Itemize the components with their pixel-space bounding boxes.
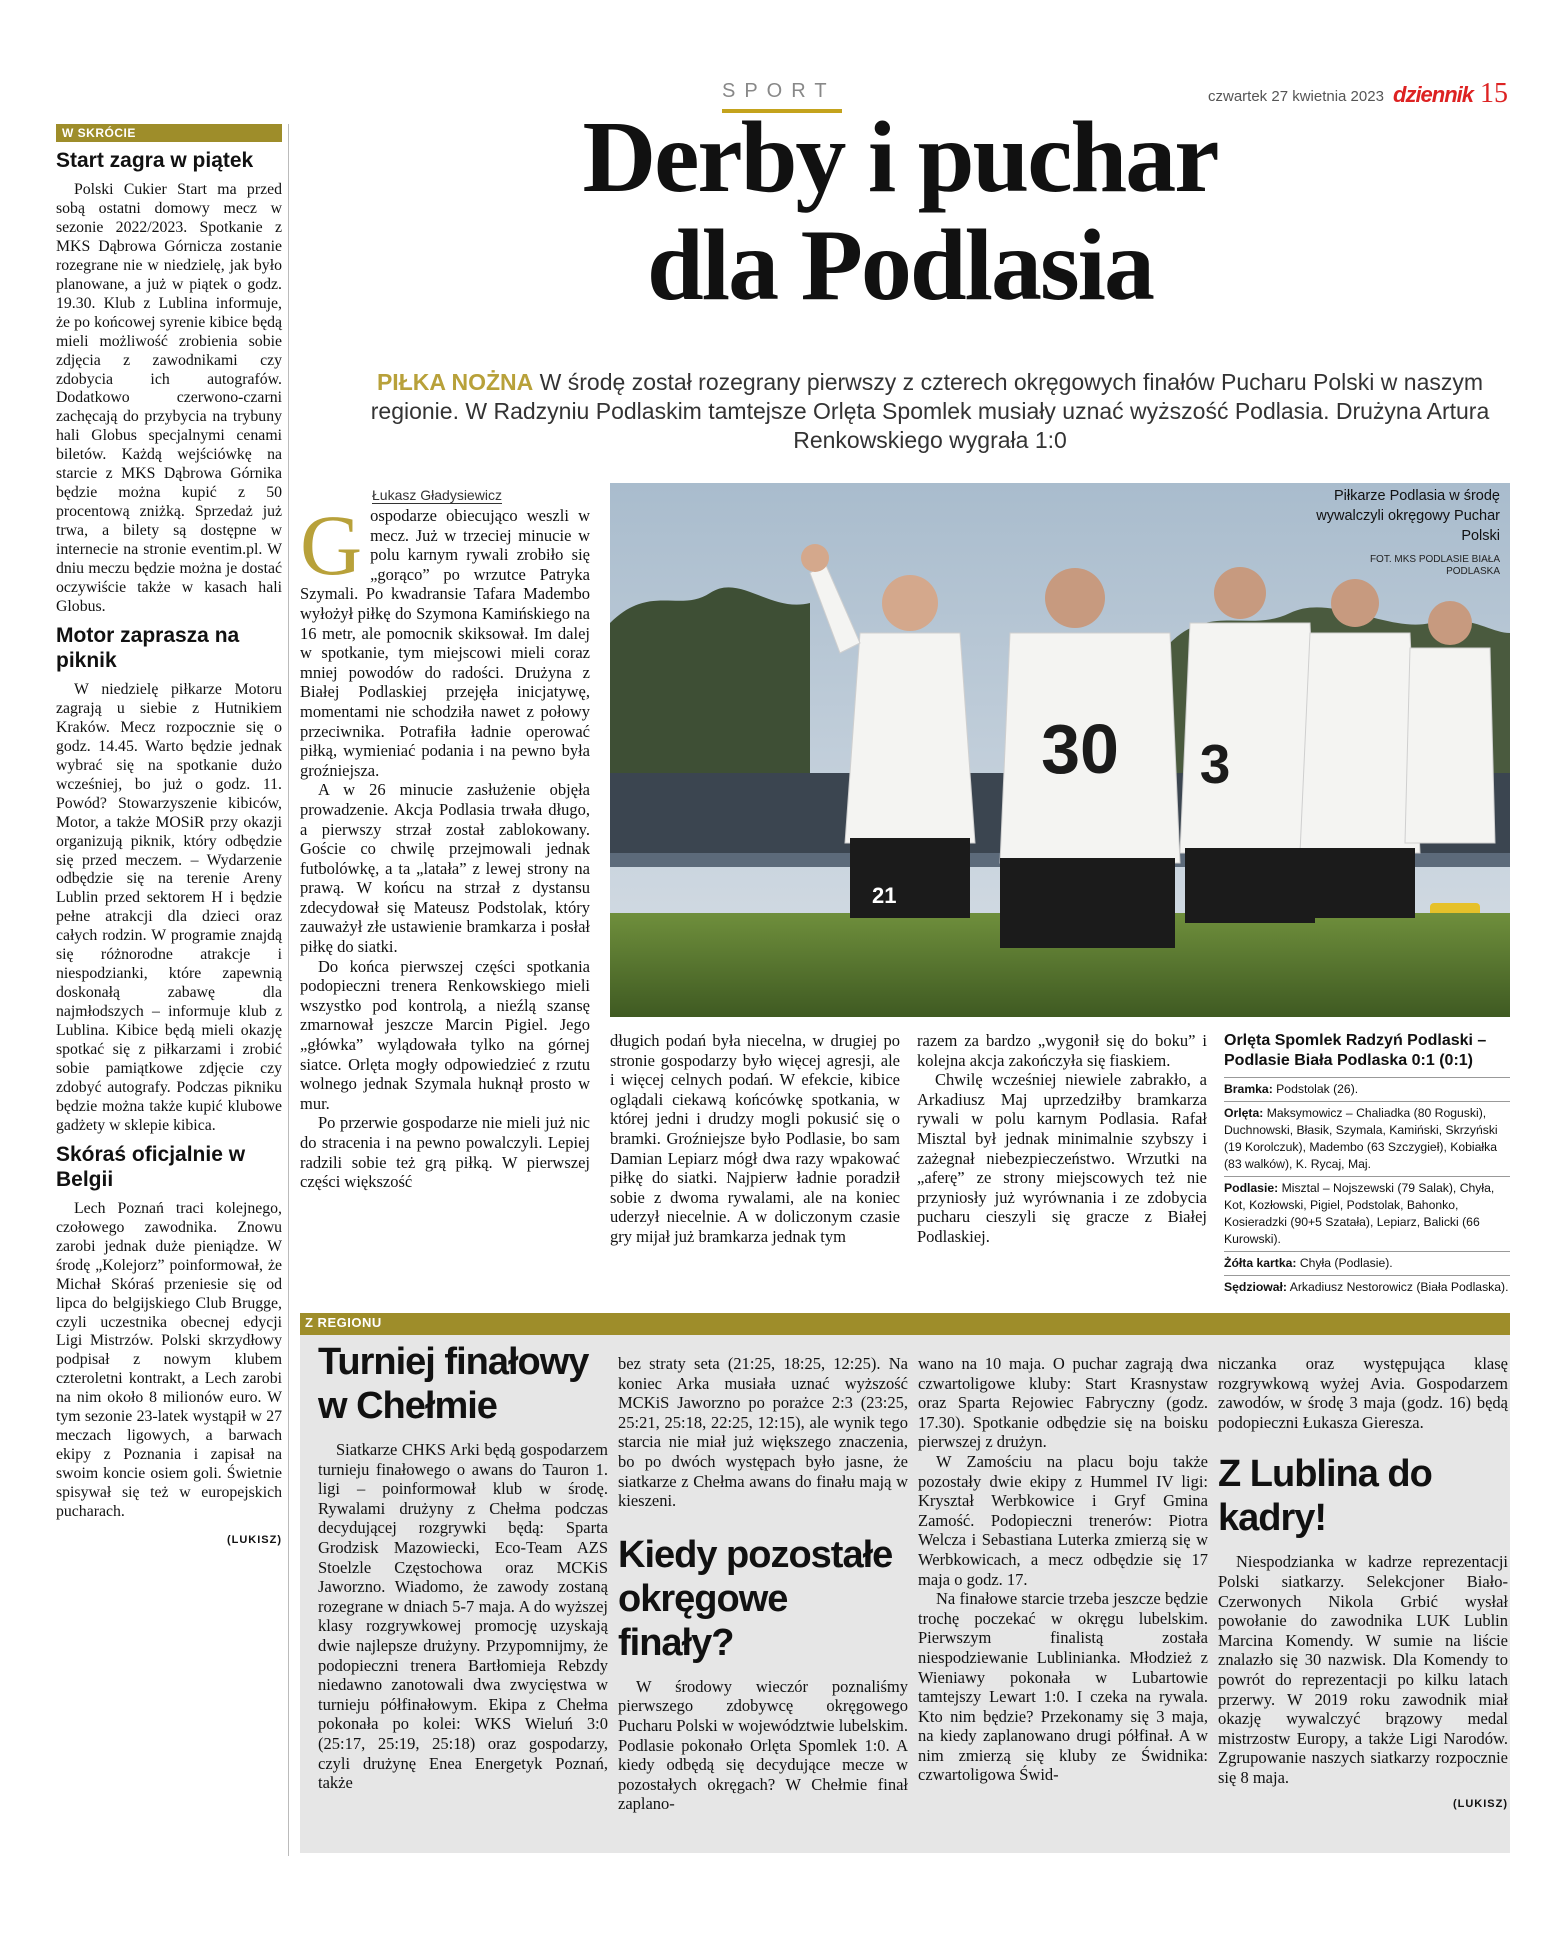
result-row: Żółta kartka: Chyła (Podlasie). [1224, 1251, 1510, 1275]
region-column-1: Turniej finałowy w Chełmie Siatkarze CHKS Arki będą gospodarzem turnieju finałowego o awans do Tauron 1. ligi – poinformował klub w środę. Rywalami drużyny z Chełma podczas decydującej rozgrywki będą: Sparta Grodzisk Mazowiecki, Eco-Team AZS Stoelzle Częstochowa oraz MCKiS Jaworzno. Wiadomo, że zawody zostaną rozegrane w dniach 5-7 maja. A do wyższej klasy rozgrywkowej promocję uzyskają dwie najlepsze drużyny. Przypomnijmy, że podopieczni trenera Bartłomieja Rebzdy niedawno zanotowali dwa zwycięstwa w turnieju półfinałowym. Ekipa z Chełma pokonała po kolei: WKS Wieluń 3:0 (25:17, 25:19, 25:18) oraz gospodarzy, czyli drużynę Enea Energetyk Poznań, także [318, 1341, 608, 1793]
article-column-1: Gospodarze obiecująco weszli w mecz. Już w trzeciej minucie w polu karnym rywali zrobiło się „gorąco” po wrzutce Patryka Szymali. Po kwadransie Tafara Madembo wyłożył piłkę do Szymona Kamińskiego na 16 metr, ale pomocnik skiksował. Im dalej w spotkanie, tym miejscowi mieli coraz mniej powodów do radości. Drużyna z Białej Podlaskiej przejęła inicjatywę, momentami nie schodziła nawet z połowy przeciwnika. Potrafiła ładnie operować piłką, wymieniać podania i na pewno była groźniejsza. A w 26 minucie zasłużenie objęła prowadzenie. Akcja Podlasia trwała długo, a pierwszy strzał został zablokowany. Goście co chwilę przejmowali jednak futbolówkę, a ta „latała” z lewej strony na prawą. W końcu na strzał z dystansu zdecydował się Mateusz Podstolak, który zauważył złe ustawienie bramkarza i posłał piłkę do siatki. Do końca pierwszej części spotkania podopieczni trenera Renkowskiego mieli wszystko pod kontrolą, a nieźlą szansę zmarnował jeszcze Marcin Pigiel. Jego „główka” wylądowała tylko na górnej siatce. Orlęta mogły odpowiedzieć z rzutu wolnego jednak Szymala huknął prosto w mur. Po przerwie gospodarze nie mieli już nic do stracenia i na pewno powalczyli. Lepiej radzili sobie też grą piłką. W pierwszej części większość [300, 497, 590, 1192]
jersey-number-30: 30 [1041, 710, 1119, 788]
section-label: SPORT [722, 80, 836, 102]
result-row: Orlęta: Maksymowicz – Chaliadka (80 Roguski), Duchnowski, Błasik, Szymala, Kamiński, Skrzyński (19 Korolczuk), Madembo (63 Szczygieł), Kobiałka (83 walków), K. Rycaj, Maj. [1224, 1101, 1510, 1176]
brief-text: W niedzielę piłkarze Motoru zagrają u siebie z Hutnikiem Kraków. Mecz rozpocznie się o godz. 14.45. Warto będzie jednak wybrać się na spotkanie dużo wcześniej, bo już o godz. 11. Powód? Stowarzyszenie kibiców, Motor, a także MOSiR przy okazji organizują piknik, który odbędzie się przed meczem. – Wydarzenie odbędzie się na terenie Areny Lublin przed sektorem H i będzie pełne atrakcji dla dzieci oraz całych rodzin. W programie znajdą się różnorodne atrakcje i niespodzianki, które zapewnią doskonałą zabawę dla najmłodszych – informuje klub z Lublina. Kibice będą mieli okazję spotkać się z piłkarzami i zrobić sobie pamiątkowe zdjęcie czy zdobyć autografy. Podczas pikniku będzie można także kupić klubowe gadżety w sklepie kibica. [56, 680, 282, 1134]
jersey-number-3: 3 [1199, 733, 1231, 795]
result-title: Orlęta Spomlek Radzyń Podlaski – Podlasie Biała Podlaska 0:1 (0:1) [1224, 1032, 1487, 1069]
brief-title: Start zagra w piątek [56, 149, 254, 172]
newspaper-logo: dziennik [1393, 82, 1474, 107]
briefs-label: W SKRÓCIE [56, 124, 282, 142]
issue-date: czwartek 27 kwietnia 2023 [1208, 88, 1384, 105]
region-column-2: bez straty seta (21:25, 18:25, 12:25). Na koniec Arka musiała uznać wyższość MCKiS Jaworzno po porażce 2:3 (23:25, 25:21, 25:18, 22:25, 12:15), ale wynik tego starcia nie miał już większego znaczenia, bo po dwóch występach było jasne, że siatkarze z Chełma awans do finału mają w kieszeni. Kiedy pozostałe okręgowe finały? W środowy wieczór poznaliśmy pierwszego zdobywcę okręgowego Pucharu Polski w województwie lubelskim. Podlasie pokonało Orlęta Spomlek 1:0. A kiedy odbędą się decydujące mecze w pozostałych okręgach? W Chełmie finał zaplano- [618, 1354, 908, 1814]
dropcap: G [300, 497, 363, 593]
photo-caption: Piłkarze Podlasia w środę wywalczyli okręgowy Puchar Polski [1316, 488, 1500, 544]
result-row: Podlasie: Misztal – Nojszewski (79 Salak), Chyła, Kot, Kozłowski, Pigiel, Podstolak, Bahonko, Kosieradzki (90+5 Szatała), Lepiarz, Balicki (66 Kurowski). [1224, 1176, 1510, 1251]
lead-tag: PIŁKA NOŻNA [376, 369, 534, 395]
briefs-signature: (LUKISZ) [226, 1534, 282, 1546]
column-divider [288, 124, 289, 1856]
region-label: Z REGIONU [305, 1315, 382, 1330]
article-author: Łukasz Gładysiewicz [372, 487, 502, 503]
match-result-box [1224, 1031, 1510, 1299]
region-signature: (LUKISZ) [1452, 1797, 1508, 1810]
result-row: Bramka: Podstolak (26). [1224, 1077, 1510, 1101]
result-row: Sędziował: Arkadiusz Nestorowicz (Biała Podlaska). [1224, 1275, 1510, 1299]
jersey-number-21: 21 [872, 883, 897, 908]
photo-credit: FOT. MKS PODLASIE BIAŁA PODLASKA [1369, 554, 1500, 577]
article-title: Derby i puchar dla Podlasia [582, 101, 1218, 322]
region-bar [300, 1313, 1510, 1335]
region-heading: Turniej finałowy w Chełmie [318, 1341, 589, 1427]
brief-title: Motor zaprasza na piknik [56, 623, 240, 672]
region-column-3: wano na 10 maja. O puchar zagrają dwa czwartoligowe kluby: Start Krasnystaw oraz Sparta Rejowiec Fabryczny (godz. 17.30). Spotkanie odbędzie się na boisku pierwszej z drużyn. W Zamościu na placu boju także pozostały dwie ekipy z Hummel IV ligi: Kryształ Werbkowice i Gryf Gmina Zamość. Podopieczni trenerów: Piotra Welcza i Sebastiana Luterka zmierzą się w Werbkowicach, a mecz odbędzie się 17 maja o godz. 17. Na finałowe starcie trzeba jeszcze będzie trochę poczekać w okręgu lubelskim. Pierwszym finalistą została niespodziewanie Lublinianka. Młodzież z Wieniawy pokonała w Lubartowie tamtejszy Lewart 1:0. I czeka na rywala. Kto nim będzie? Przekonamy się 3 maja, na kiedy zaplanowano drugi półfinał. A w nim zmierzą się kluby ze Świdnika: czwartoligowa Świd- [918, 1354, 1208, 1785]
brief-text: Lech Poznań traci kolejnego, czołowego zawodnika. Znowu zarobi jednak duże pieniądze. W środę „Kolejorz” poinformował, że Michał Skóraś przeniesie się od lipca do belgijskiego Club Brugge, czyli uczestnika obecnej edycji Ligi Mistrzów. Polski skrzydłowy podpisał z nowym klubem czteroletni kontrakt, a Lech zarobi na nim około 8 milionów euro. W tym sezonie 23-latek wystąpił w 27 meczach ligowych, a barwach ekipy z Poznania i zapisał na swoim koncie osiem goli. Świetnie spisywał się też w europejskich pucharach. [56, 1199, 282, 1521]
page-number: 15 [1480, 78, 1508, 109]
briefs-column [56, 124, 282, 1546]
article-lead [340, 368, 1520, 455]
region-heading: Z Lublina do kadry! [1218, 1453, 1432, 1540]
article-column-2: długich podań była niecelna, w drugiej po stronie gospodarzy było więcej agresji, ale i więcej celnych podań. W efekcie, kibice oglądali ciekawą końcówkę spotkania, w której jedni i drudzy mogli pokusić się o bramki. Groźniejsze było Podlasie, bo sam Damian Lepiarz mógł dwa razy wpakować piłkę do siatki. Najpierw ładnie poradził sobie z dwoma rywalami, ale na koniec uderzył niecelnie. A w doliczonym czasie gry mijał już bramkarza jednak tym [610, 1031, 900, 1246]
region-column-4: niczanka oraz występująca klasę rozgrywkową wyżej Avia. Gospodarzem zawodów, w środę 3 maja (godz. 16) będą podopieczni Łukasza Gieresza. Z Lublina do kadry! Niespodzianka w kadrze reprezentacji Polski siatkarzy. Selekcjoner Biało-Czerwonych Nikola Grbić wysłał powołanie do zawodnika LUK Lublin Marcina Komendy. W sumie na liście znalazło się 30 nazwisk. Dla Komendy to powrót do reprezentacji po kilku latach przerwy. W 2019 roku zawodnik miał okazję wywalczyć brązowy medal mistrzostw Europy, a także Ligi Narodów. Zgrupowanie naszych siatkarzy rozpocznie się 8 maja. (LUKISZ) [1218, 1354, 1508, 1810]
brief-text: Polski Cukier Start ma przed sobą ostatni domowy mecz w sezonie 2022/2023. Spotkanie z MKS Dąbrowa Górnicza zostanie rozegrane nie w niedzielę, jak było planowane, a już w piątek o godz. 19.30. Klub z Lublina informuje, że po końcowej syrenie kibice będą mieli możliwość zrobienia sobie zdjęcia z zawodnikami czy zdobycia ich autografów. Dodatkowo czerwono-czarni zachęcają do przybycia na trybuny hali Globus specjalnymi cenami biletów. Każdą wejściówkę na starcie z MKS Dąbrowa Górnika będzie można kupić z 50 procentową zniżką. Sprzedaż już trwa, a bilety są dostępne w internecie na stronie eventim.pl. W dniu meczu będzie można je dostać oczywiście także w kasach hali Globus. [56, 181, 282, 615]
article-column-3: razem za bardzo „wygonił się do boku” i kolejna akcja zakończyła się fiaskiem. Chwilę wcześniej niewiele zabrakło, a Arkadiusz Maj uprzedziłby bramkarza rywali w polu karnym Podlasia. Rafał Misztal był jednak minimalnie szybszy i zażegnał niebezpieczeństwo. Wrzutki na „aferę” ze strony miejscowych też nie przyniosły już wyrównania i ze zdobycia pucharu cieszyli się gracze z Białej Podlaskiej. [917, 1031, 1207, 1246]
region-heading: Kiedy pozostałe okręgowe finały? [618, 1533, 893, 1664]
lead-text: W środę został rozegrany pierwszy z czterech okręgowych finałów Pucharu Polski w naszym regionie. W Radzyniu Podlaskim tamtejsze Orlęta Spomlek musiały uznać wyższość Podlasia. Drużyna Artura Renkowskiego wygrała 1:0 [370, 369, 1490, 453]
brief-title: Skóraś oficjalnie w Belgii [56, 1142, 246, 1191]
